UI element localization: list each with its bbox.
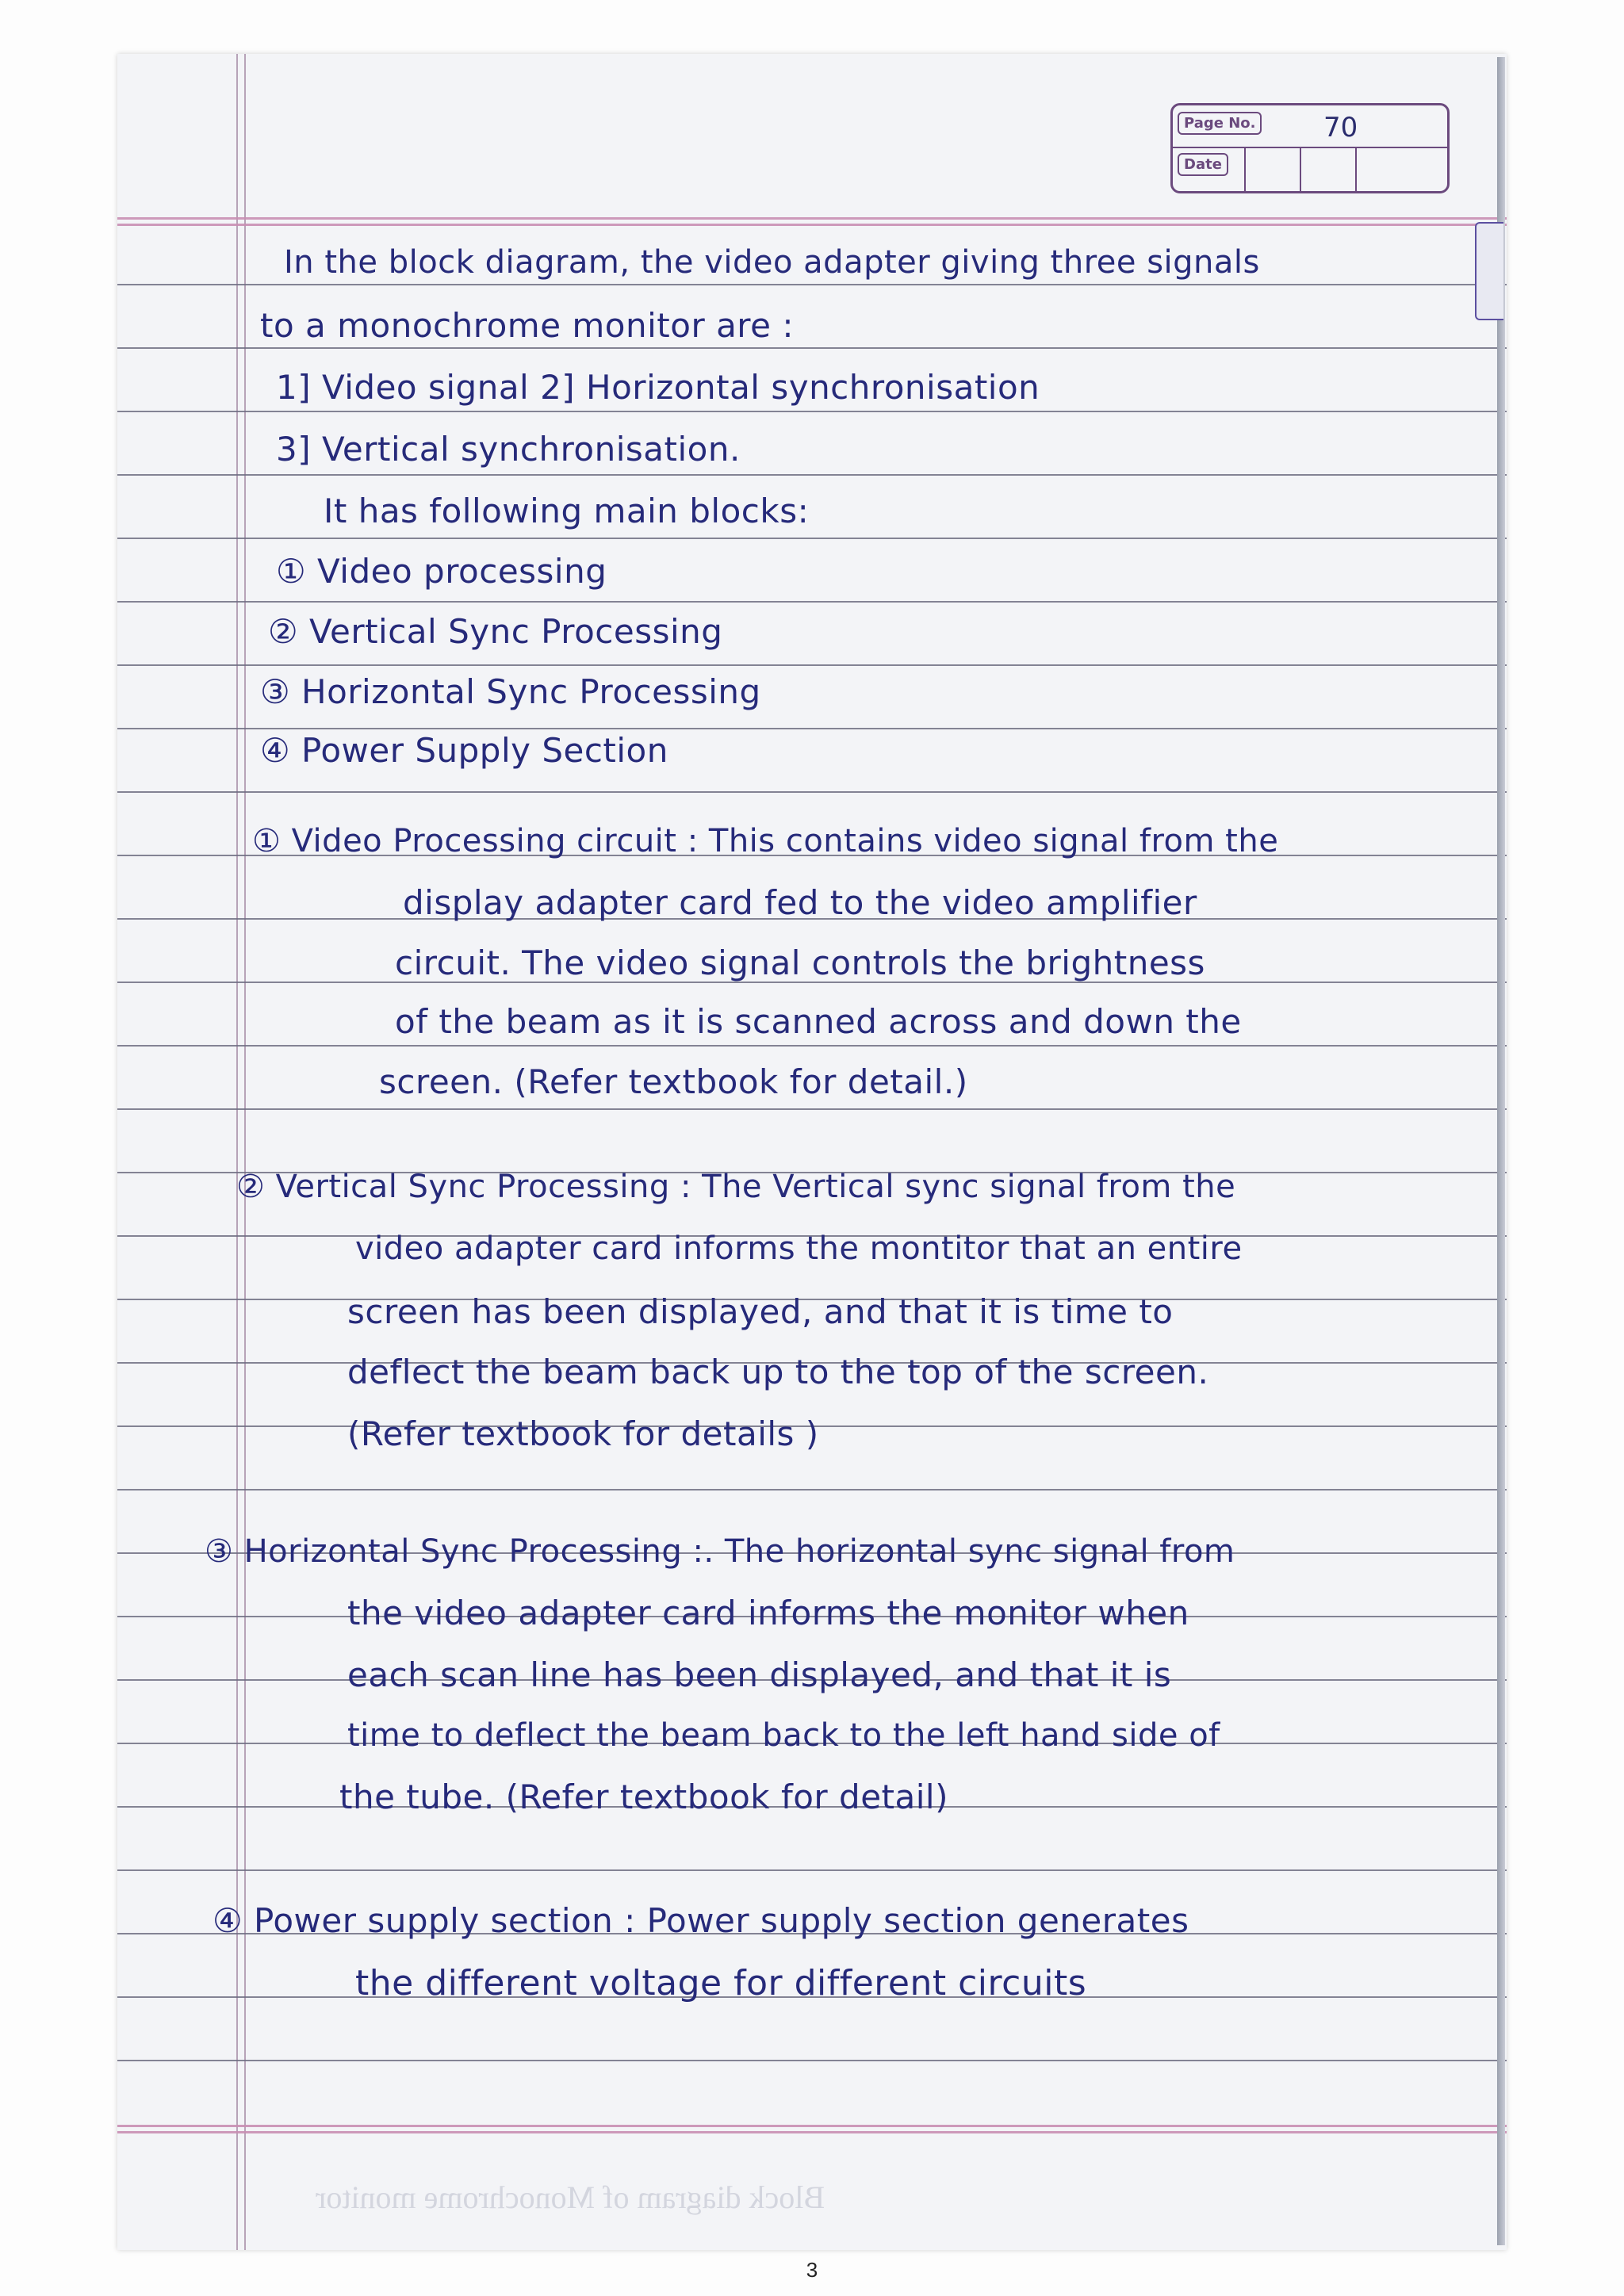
section-vertical-line: deflect the beam back up to the top of the screen. [347,1353,1209,1391]
section-horizontal-line: time to deflect the beam back to the left hand side of [347,1717,1220,1754]
ruled-line [117,601,1507,603]
section-horizontal-line: the tube. (Refer textbook for detail) [339,1777,948,1816]
intro-line: 3] Vertical synchronisation. [276,430,741,469]
section-power-heading: ④ Power supply section : Power supply section generates [213,1901,1189,1940]
section-vertical-heading: ② Vertical Sync Processing : The Vertical sync signal from the [236,1169,1236,1205]
block-list-item: ① Video processing [276,552,607,591]
page-no-label: Page No. [1178,112,1262,135]
ruled-line [117,411,1507,412]
ruled-line [117,1045,1507,1047]
ruled-line [117,728,1507,729]
section-video-heading: ① Video Processing circuit : This contains video signal from the [252,823,1279,859]
bleed-through-text: Block diagram of Monochrome monitor [316,2179,825,2215]
edge-tab [1475,222,1503,320]
top-rule-2 [117,224,1507,226]
block-list-item: ③ Horizontal Sync Processing [260,672,761,711]
date-cell-divider [1355,147,1357,191]
intro-line: 1] Video signal 2] Horizontal synchronisation [276,368,1040,407]
section-vertical-line: screen has been displayed, and that it is time to [347,1292,1174,1331]
section-video-line: display adapter card fed to the video amplifier [403,883,1197,922]
section-video-line: screen. (Refer textbook for detail.) [379,1062,968,1101]
ruled-line [117,538,1507,539]
section-power-line: the different voltage for different circuits [355,1963,1087,2003]
notebook-binding [1497,57,1505,2245]
date-cell-divider [1244,147,1246,191]
intro-line: It has following main blocks: [324,492,810,530]
block-list-item: ④ Power Supply Section [260,731,668,770]
ruled-line [117,1108,1507,1110]
section-vertical-line: (Refer textbook for details ) [347,1414,819,1453]
ruled-line [117,1489,1507,1490]
intro-line: to a monochrome monitor are : [260,306,794,345]
intro-line: In the block diagram, the video adapter giving three signals [284,244,1260,281]
ruled-line [117,347,1507,349]
section-horizontal-line: the video adapter card informs the monitor when [347,1594,1189,1632]
ruled-line [117,284,1507,285]
document-page-number: 3 [806,2258,818,2282]
page-number-box [1170,103,1450,193]
box-divider [1173,147,1447,148]
ruled-line [117,791,1507,793]
date-cell-divider [1300,147,1301,191]
block-list-item: ② Vertical Sync Processing [268,612,723,651]
date-label: Date [1178,153,1228,176]
section-horizontal-line: each scan line has been displayed, and that it is [347,1655,1172,1694]
section-vertical-line: video adapter card informs the montitor that an entire [355,1230,1243,1267]
section-video-line: of the beam as it is scanned across and down the [395,1002,1242,1041]
ruled-line [117,2060,1507,2061]
bottom-rule-2 [117,2131,1507,2133]
notebook-page [117,54,1507,2250]
ruled-line [117,474,1507,476]
ruled-line [117,1869,1507,1871]
section-horizontal-heading: ③ Horizontal Sync Processing :. The horizontal sync signal from [205,1533,1235,1570]
top-rule [117,217,1507,220]
bottom-rule [117,2125,1507,2127]
ruled-line [117,664,1507,666]
section-video-line: circuit. The video signal controls the brightness [395,943,1205,982]
page-no-value: 70 [1323,112,1358,144]
